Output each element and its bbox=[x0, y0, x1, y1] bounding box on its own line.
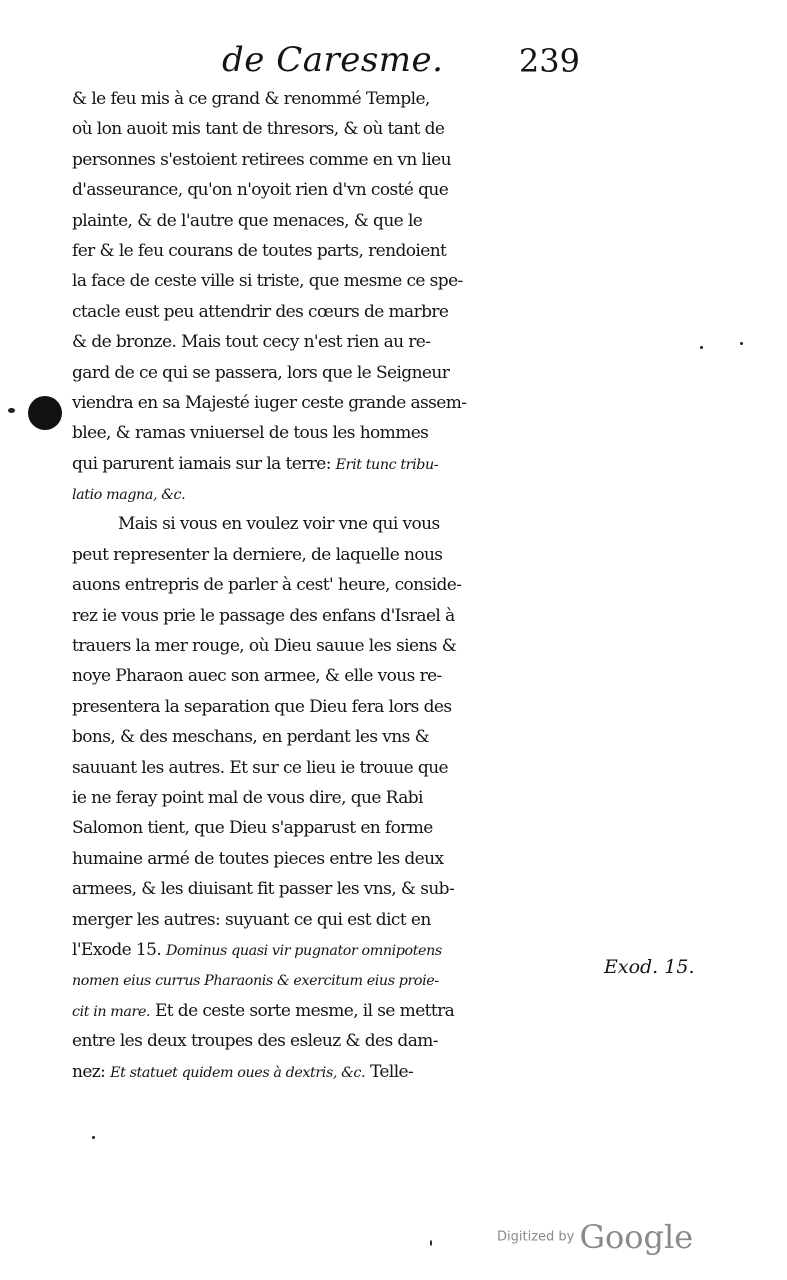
text-line bbox=[72, 601, 612, 631]
page-number: 239 bbox=[518, 42, 580, 80]
text-line bbox=[72, 661, 612, 691]
text-line-latin-quote: nomen eius currus Pharaonis & exercitum eius proie- bbox=[72, 973, 439, 990]
text-line-roman: presentera la separation que Dieu fera lors des bbox=[72, 696, 452, 717]
text-line-roman: viendra en sa Majesté iuger ceste grande assem- bbox=[72, 392, 467, 413]
body-text bbox=[72, 84, 612, 1087]
text-line bbox=[72, 1026, 612, 1056]
text-line-roman: Mais si vous en voulez voir vne qui vous bbox=[118, 514, 440, 535]
text-line-roman: qui parurent iamais sur la terre: bbox=[72, 453, 336, 474]
text-line bbox=[72, 145, 612, 175]
text-line-roman: armees, & les diuisant fit passer les vns, & sub- bbox=[72, 879, 455, 900]
ink-speck bbox=[92, 1136, 95, 1139]
text-line-roman: personnes s'estoient retirees comme en vn lieu bbox=[72, 149, 451, 170]
text-line-roman: gard de ce qui se passera, lors que le Seigneur bbox=[72, 362, 450, 383]
text-line-latin-quote: Dominus quasi vir pugnator omnipotens bbox=[165, 942, 442, 959]
text-line bbox=[72, 570, 612, 600]
text-line-roman: d'asseurance, qu'on n'oyoit rien d'vn costé que bbox=[72, 180, 449, 201]
text-line-roman: rez ie vous prie le passage des enfans d'Israel à bbox=[72, 605, 455, 626]
text-line bbox=[72, 358, 612, 388]
running-title: de Caresme. bbox=[222, 40, 444, 80]
ink-speck bbox=[430, 1240, 432, 1246]
text-line bbox=[72, 540, 612, 570]
text-line-roman: entre les deux troupes des esleuz & des dam- bbox=[72, 1031, 438, 1052]
text-line-roman: & le feu mis à ce grand & renommé Temple, bbox=[72, 89, 430, 109]
text-line-roman: trauers la mer rouge, où Dieu sauue les siens & bbox=[72, 636, 457, 657]
text-line bbox=[72, 479, 612, 509]
ink-blot bbox=[28, 396, 62, 430]
text-line bbox=[72, 266, 612, 296]
ink-speck bbox=[8, 408, 15, 413]
text-line-roman: merger les autres: suyuant ce qui est dict en bbox=[72, 909, 431, 930]
text-line-latin-quote: cit in mare. bbox=[72, 1003, 151, 1020]
text-line bbox=[72, 236, 612, 266]
text-line-roman: Et de ceste sorte mesme, il se mettra bbox=[150, 1000, 455, 1021]
text-line-latin-quote: latio magna, &c. bbox=[72, 487, 186, 504]
text-line bbox=[72, 692, 612, 722]
text-line bbox=[72, 418, 612, 448]
text-line bbox=[72, 509, 612, 539]
text-line bbox=[72, 84, 612, 114]
text-line-roman: la face de ceste ville si triste, que mesme ce spe- bbox=[72, 271, 463, 292]
text-line bbox=[72, 722, 612, 752]
text-line-roman: bons, & des meschans, en perdant les vns & bbox=[72, 727, 430, 748]
text-line bbox=[72, 905, 612, 935]
text-line bbox=[72, 813, 612, 843]
text-line bbox=[72, 297, 612, 327]
text-line-roman: plainte, & de l'autre que menaces, & que le bbox=[72, 210, 423, 231]
running-header bbox=[200, 40, 580, 82]
text-line-roman: Salomon tient, que Dieu s'apparust en forme bbox=[72, 818, 433, 839]
google-logo: Google bbox=[579, 1218, 694, 1256]
watermark-prefix: Digitized by bbox=[497, 1229, 575, 1245]
text-line-roman: noye Pharaon auec son armee, & elle vous re- bbox=[72, 666, 442, 687]
text-line bbox=[72, 935, 612, 965]
text-line bbox=[72, 753, 612, 783]
margin-note: Exod. 15. bbox=[604, 956, 695, 978]
text-line-roman: humaine armé de toutes pieces entre les deux bbox=[72, 848, 444, 869]
text-line-roman: fer & le feu courans de toutes parts, rendoient bbox=[72, 240, 447, 261]
digitized-by-google-watermark bbox=[497, 1218, 693, 1256]
ink-speck bbox=[700, 346, 703, 349]
text-line-latin-quote: Erit tunc tribu- bbox=[335, 456, 439, 473]
text-line bbox=[72, 1057, 612, 1087]
text-line bbox=[72, 844, 612, 874]
text-line-latin-quote: Et statuet quidem oues à dextris, &c. bbox=[110, 1064, 366, 1081]
text-line-roman: sauuant les autres. Et sur ce lieu ie trouue que bbox=[72, 757, 449, 778]
text-line-roman: nez: bbox=[72, 1061, 111, 1082]
ink-speck bbox=[740, 342, 743, 345]
text-line-roman: où lon auoit mis tant de thresors, & où tant de bbox=[72, 119, 445, 140]
text-line-roman: ie ne feray point mal de vous dire, que Rabi bbox=[72, 787, 423, 808]
text-line bbox=[72, 783, 612, 813]
text-line bbox=[72, 631, 612, 661]
text-line bbox=[72, 327, 612, 357]
text-line-roman: l'Exode 15. bbox=[72, 939, 166, 960]
text-line-roman: Telle- bbox=[365, 1061, 414, 1082]
text-line bbox=[72, 206, 612, 236]
text-line bbox=[72, 114, 612, 144]
text-line bbox=[72, 449, 612, 479]
text-line bbox=[72, 175, 612, 205]
text-line bbox=[72, 965, 612, 995]
text-line-roman: & de bronze. Mais tout cecy n'est rien au re- bbox=[72, 332, 431, 353]
text-line bbox=[72, 388, 612, 418]
text-line-roman: blee, & ramas vniuersel de tous les hommes bbox=[72, 423, 429, 444]
text-line-roman: ctacle eust peu attendrir des cœurs de marbre bbox=[72, 301, 449, 322]
text-line bbox=[72, 874, 612, 904]
text-line bbox=[72, 996, 612, 1026]
text-line-roman: auons entrepris de parler à cest' heure, conside- bbox=[72, 575, 462, 596]
text-line-roman: peut representer la derniere, de laquelle nous bbox=[72, 544, 443, 565]
